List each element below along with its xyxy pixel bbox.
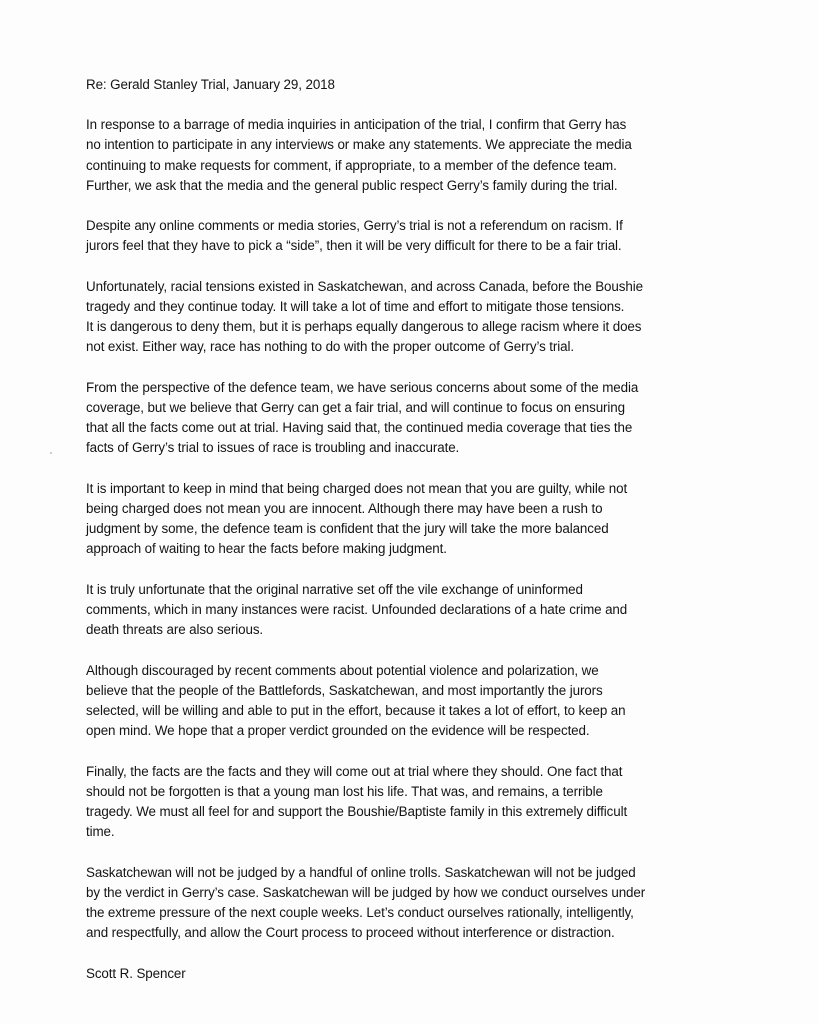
text-line: It is dangerous to deny them, but it is perhaps equally dangerous to allege racism where it does <box>86 319 642 335</box>
text-line: the extreme pressure of the next couple weeks. Let’s conduct ourselves rationally, intelligently, <box>86 905 634 920</box>
signature-name: Scott R. Spencer <box>86 965 186 981</box>
text-line: In response to a barrage of media inquiries in anticipation of the trial, I confirm that Gerry has <box>86 117 627 133</box>
text-line: tragedy and they continue today. It will take a lot of time and effort to mitigate those tensions. <box>86 299 625 314</box>
text-line: judgment by some, the defence team is confident that the jury will take the more balanced <box>86 521 609 537</box>
text-line: Unfortunately, racial tensions existed in Saskatchewan, and across Canada, before the Boushie <box>86 278 643 294</box>
paragraph-4 <box>86 378 736 459</box>
text-line: tragedy. We must all feel for and support the Boushie/Baptiste family in this extremely difficult <box>86 804 628 819</box>
text-line: death threats are also serious. <box>86 622 264 638</box>
text-line: Further, we ask that the media and the general public respect Gerry’s family during the trial. <box>86 177 618 193</box>
text-line: should not be forgotten is that a young man lost his life. That was, and remains, a terrible <box>86 783 603 799</box>
text-line: Although discouraged by recent comments about potential violence and polarization, we <box>86 662 599 678</box>
text-line: Finally, the facts are the facts and they will come out at trial where they should. One fact that <box>86 763 623 779</box>
text-line: not exist. Either way, race has nothing to do with the proper outcome of Gerry’s trial. <box>86 339 574 355</box>
text-line: that all the facts come out at trial. Having said that, the continued media coverage that ties the <box>86 420 633 436</box>
text-line: open mind. We hope that a proper verdict grounded on the evidence will be respected. <box>86 723 590 739</box>
text-line: believe that the people of the Battlefords, Saskatchewan, and most importantly the jurors <box>86 682 603 698</box>
letter-body <box>86 75 736 984</box>
text-line: jurors feel that they have to pick a “side”, then it will be very difficult for there to be a fair trial. <box>86 238 622 254</box>
text-line: Saskatchewan will not be judged by a handful of online trolls. Saskatchewan will not be judged <box>86 864 636 880</box>
scan-speck <box>50 452 52 454</box>
text-line: approach of waiting to hear the facts before making judgment. <box>86 541 447 557</box>
paragraph-1 <box>86 115 736 196</box>
paragraph-6 <box>86 580 736 641</box>
paragraph-3 <box>86 277 736 358</box>
text-line: continuing to make requests for comment, if appropriate, to a member of the defence team. <box>86 157 617 173</box>
text-line: From the perspective of the defence team, we have serious concerns about some of the media <box>86 379 639 395</box>
text-line: time. <box>86 824 115 840</box>
text-line: Despite any online comments or media stories, Gerry’s trial is not a referendum on racism. If <box>86 218 623 234</box>
text-line: and respectfully, and allow the Court process to proceed without interference or distraction. <box>86 925 615 941</box>
paragraph-2 <box>86 216 736 256</box>
text-line: no intention to participate in any interviews or make any statements. We appreciate the media <box>86 137 632 153</box>
paragraph-8 <box>86 762 736 843</box>
text-line: coverage, but we believe that Gerry can get a fair trial, and will continue to focus on ensuring <box>86 400 625 415</box>
text-line: by the verdict in Gerry’s case. Saskatchewan will be judged by how we conduct ourselves under <box>86 884 646 900</box>
text-line: It is truly unfortunate that the original narrative set off the vile exchange of uninformed <box>86 581 583 597</box>
paragraph-9 <box>86 863 736 944</box>
paragraph-7 <box>86 661 736 742</box>
paragraph-5 <box>86 479 736 560</box>
text-line: comments, which in many instances were racist. Unfounded declarations of a hate crime and <box>86 602 628 617</box>
text-line: being charged does not mean you are innocent. Although there may have been a rush to <box>86 501 603 516</box>
text-line: facts of Gerry’s trial to issues of race is troubling and inaccurate. <box>86 440 460 456</box>
text-line: It is important to keep in mind that being charged does not mean that you are guilty, while not <box>86 480 628 496</box>
letter-heading: Re: Gerald Stanley Trial, January 29, 2018 <box>86 77 335 92</box>
text-line: selected, will be willing and able to put in the effort, because it takes a lot of effort, to keep an <box>86 703 626 718</box>
